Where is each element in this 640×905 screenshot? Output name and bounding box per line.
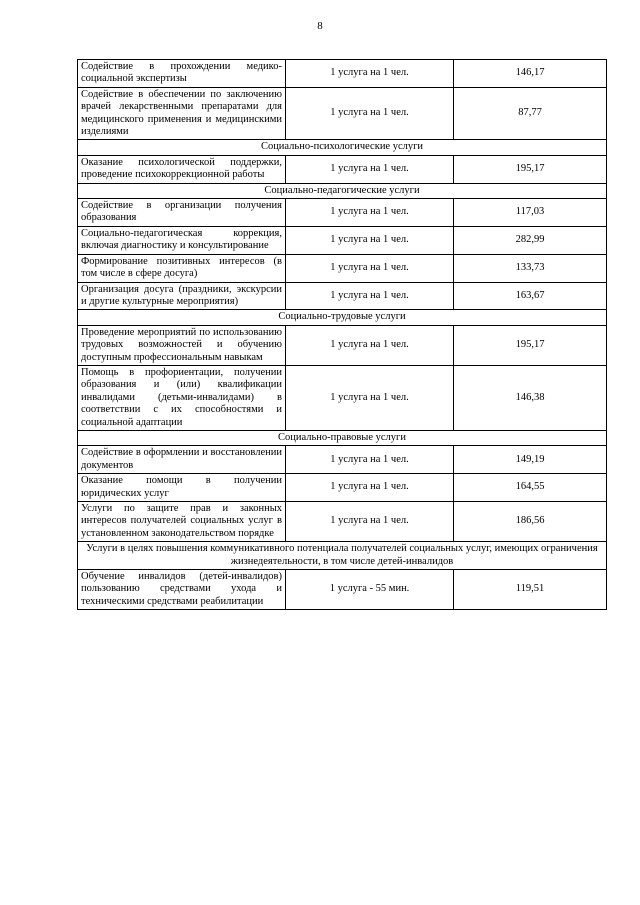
service-name-cell: Содействие в организации получения образования <box>78 199 286 227</box>
table-row <box>78 226 607 254</box>
table-row <box>78 155 607 183</box>
service-unit-cell: 1 услуга - 55 мин. <box>286 570 454 610</box>
service-price-cell: 195,17 <box>454 325 607 365</box>
service-name-cell: Социально-педагогическая коррекция, включая диагностику и консультирование <box>78 226 286 254</box>
service-name-cell: Помощь в профориентации, получении образования и (или) квалификации инвалидами (детьми-инвалидами) в соответствии с их способностями и социальной адаптации <box>78 365 286 430</box>
table-body <box>78 60 607 610</box>
service-price-cell: 282,99 <box>454 226 607 254</box>
service-name-cell: Содействие в обеспечении по заключению врачей лекарственными препаратами для медицинского применения и медицинскими изделиями <box>78 87 286 140</box>
table-row <box>78 365 607 430</box>
service-unit-cell: 1 услуга на 1 чел. <box>286 502 454 542</box>
section-title: Социально-правовые услуги <box>78 430 607 445</box>
service-unit-cell: 1 услуга на 1 чел. <box>286 199 454 227</box>
section-header-row <box>78 430 607 445</box>
service-unit-cell: 1 услуга на 1 чел. <box>286 474 454 502</box>
service-name-cell: Проведение мероприятий по использованию трудовых возможностей и обучению доступным профессиональным навыкам <box>78 325 286 365</box>
section-title: Социально-педагогические услуги <box>78 183 607 198</box>
service-name-cell: Услуги по защите прав и законных интересов получателей социальных услуг в установленном законодательством порядке <box>78 502 286 542</box>
table-row <box>78 446 607 474</box>
service-name-cell: Организация досуга (праздники, экскурсии и другие культурные мероприятия) <box>78 282 286 310</box>
page-number: 8 <box>317 20 323 32</box>
services-price-table <box>77 59 607 610</box>
service-price-cell: 117,03 <box>454 199 607 227</box>
table-row <box>78 60 607 88</box>
section-title: Услуги в целях повышения коммуникативного потенциала получателей социальных услуг, имеющих ограничения жизнедеятельности, в том числе детей-инвалидов <box>78 542 607 570</box>
service-price-cell: 146,38 <box>454 365 607 430</box>
service-price-cell: 164,55 <box>454 474 607 502</box>
service-name-cell: Содействие в оформлении и восстановлении документов <box>78 446 286 474</box>
section-title: Социально-трудовые услуги <box>78 310 607 325</box>
table-row <box>78 87 607 140</box>
section-header-row <box>78 140 607 155</box>
service-unit-cell: 1 услуга на 1 чел. <box>286 155 454 183</box>
section-header-row <box>78 310 607 325</box>
section-header-row <box>78 183 607 198</box>
service-price-cell: 149,19 <box>454 446 607 474</box>
service-price-cell: 119,51 <box>454 570 607 610</box>
service-unit-cell: 1 услуга на 1 чел. <box>286 365 454 430</box>
service-unit-cell: 1 услуга на 1 чел. <box>286 60 454 88</box>
service-name-cell: Обучение инвалидов (детей-инвалидов) пользованию средствами ухода и техническими средствами реабилитации <box>78 570 286 610</box>
service-price-cell: 87,77 <box>454 87 607 140</box>
table-row <box>78 502 607 542</box>
service-price-cell: 195,17 <box>454 155 607 183</box>
service-price-cell: 163,67 <box>454 282 607 310</box>
service-name-cell: Оказание помощи в получении юридических услуг <box>78 474 286 502</box>
table-row <box>78 199 607 227</box>
table-row <box>78 254 607 282</box>
service-price-cell: 186,56 <box>454 502 607 542</box>
service-price-cell: 133,73 <box>454 254 607 282</box>
service-unit-cell: 1 услуга на 1 чел. <box>286 254 454 282</box>
table-row <box>78 325 607 365</box>
section-title: Социально-психологические услуги <box>78 140 607 155</box>
service-name-cell: Формирование позитивных интересов (в том числе в сфере досуга) <box>78 254 286 282</box>
section-header-row <box>78 542 607 570</box>
service-name-cell: Оказание психологической поддержки, проведение психокоррекционной работы <box>78 155 286 183</box>
service-unit-cell: 1 услуга на 1 чел. <box>286 87 454 140</box>
service-price-cell: 146,17 <box>454 60 607 88</box>
service-unit-cell: 1 услуга на 1 чел. <box>286 325 454 365</box>
service-unit-cell: 1 услуга на 1 чел. <box>286 226 454 254</box>
service-name-cell: Содействие в прохождении медико-социальной экспертизы <box>78 60 286 88</box>
table-row <box>78 474 607 502</box>
service-unit-cell: 1 услуга на 1 чел. <box>286 446 454 474</box>
service-unit-cell: 1 услуга на 1 чел. <box>286 282 454 310</box>
table-row <box>78 570 607 610</box>
table-row <box>78 282 607 310</box>
